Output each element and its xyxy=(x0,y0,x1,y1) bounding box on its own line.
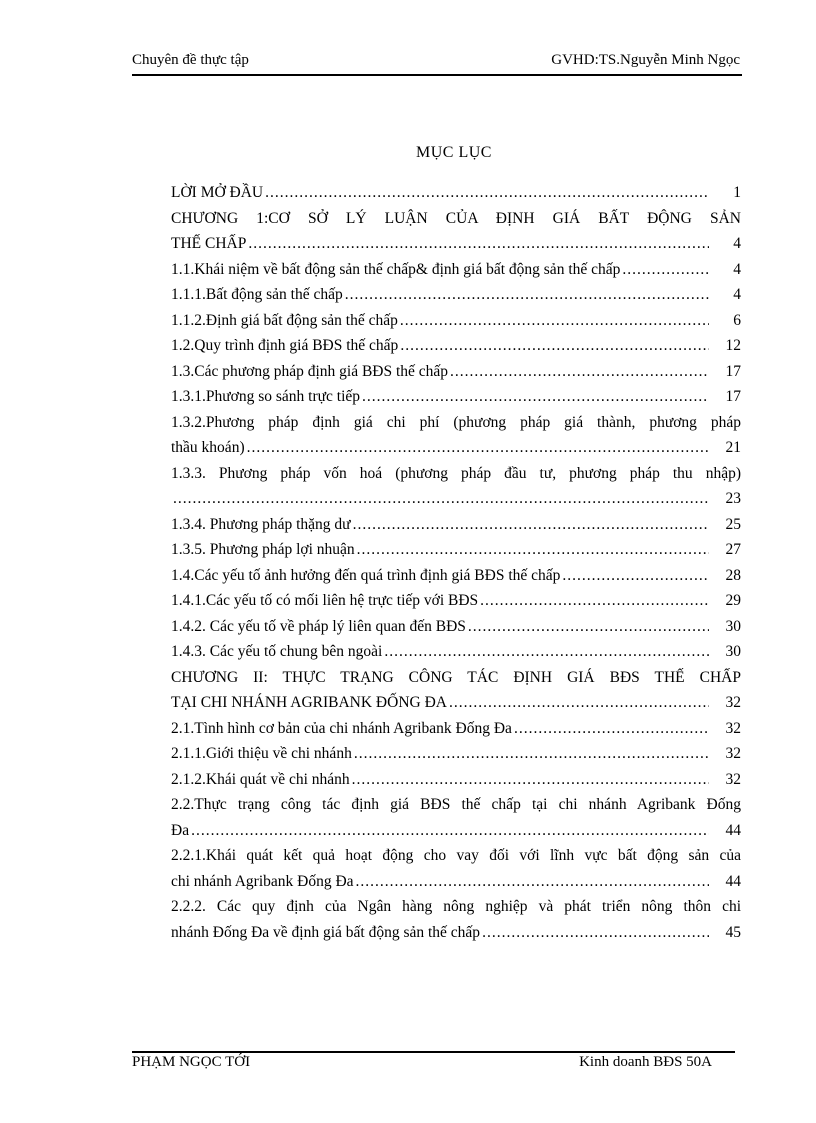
toc-dot-leader xyxy=(247,435,709,461)
toc-entry-line xyxy=(171,282,741,308)
toc-page-number: 4 xyxy=(733,260,741,278)
toc-dot-leader xyxy=(173,486,709,512)
toc-page-number: 12 xyxy=(725,337,741,354)
toc-entry-text-line: 1.3.3. Phương pháp vốn hoá (phương pháp đầu tư, phương pháp thu nhập) xyxy=(171,464,741,482)
toc-page-number: 44 xyxy=(725,872,741,890)
toc-entry xyxy=(171,308,741,334)
toc-dot-leader xyxy=(353,512,709,538)
toc-entry-title: TẠI CHI NHÁNH AGRIBANK ĐỐNG ĐA xyxy=(171,694,447,711)
toc-entry-line xyxy=(171,767,741,793)
toc-page-number: 4 xyxy=(733,235,741,252)
toc-entry xyxy=(171,461,741,512)
header-course-title: Chuyên đề thực tập xyxy=(132,52,249,68)
toc-page-number: 30 xyxy=(725,617,741,635)
toc-dot-leader xyxy=(449,690,709,716)
toc-entry xyxy=(171,665,741,716)
toc-entry-line xyxy=(171,690,741,716)
header-divider xyxy=(132,74,742,76)
toc-dot-leader xyxy=(357,537,709,563)
page-header xyxy=(132,52,740,69)
toc-entry-text-line: CHƯƠNG II: THỰC TRẠNG CÔNG TÁC ĐỊNH GIÁ BĐS THẾ CHẤP xyxy=(171,668,741,686)
toc-entry xyxy=(171,894,741,945)
toc-entry-line xyxy=(171,741,741,767)
toc-dot-leader xyxy=(352,767,709,793)
toc-page-number: 32 xyxy=(725,719,741,737)
toc-entry-line xyxy=(171,486,741,512)
toc-entry-line xyxy=(171,257,741,283)
toc-dot-leader xyxy=(514,716,709,742)
toc-entry-line xyxy=(171,359,741,385)
toc-page-number: 30 xyxy=(725,643,741,660)
toc-entry-title: 1.1.1.Bất động sản thế chấp xyxy=(171,286,343,303)
toc-dot-leader xyxy=(191,818,709,844)
toc-entry-line xyxy=(171,435,741,461)
toc-dot-leader xyxy=(400,308,709,334)
toc-entry-title: 1.3.5. Phương pháp lợi nhuận xyxy=(171,541,355,558)
toc-entry xyxy=(171,333,741,359)
toc-entry-line xyxy=(171,333,741,359)
toc-entry-title: LỜI MỞ ĐẦU xyxy=(171,184,264,201)
toc-page-number: 25 xyxy=(725,515,741,533)
toc-entry-title: nhánh Đống Đa về định giá bất động sản thế chấp xyxy=(171,923,481,941)
toc-dot-leader xyxy=(265,180,709,206)
toc-entry-title: 1.3.4. Phương pháp thặng dư xyxy=(171,515,351,533)
toc-entry-text-line: 1.3.2.Phương pháp định giá chi phí (phương pháp giá thành, phương pháp xyxy=(171,413,741,431)
toc-entry xyxy=(171,512,741,538)
header-supervisor: GVHD:TS.Nguyễn Minh Ngọc xyxy=(551,52,740,68)
toc-title: MỤC LỤC xyxy=(416,144,492,161)
toc-entry-title: 1.1.2.Định giá bất động sản thế chấp xyxy=(171,311,398,329)
toc-entry-title: 1.3.1.Phương so sánh trực tiếp xyxy=(171,388,361,405)
toc-page-number: 44 xyxy=(725,821,741,839)
page-footer xyxy=(132,1054,712,1071)
toc-page-number: 1 xyxy=(733,184,741,201)
toc-entry-line xyxy=(171,639,741,665)
toc-dot-leader xyxy=(622,257,709,283)
footer-author: PHẠM NGỌC TỚI xyxy=(132,1054,251,1070)
toc-entry-text-line: 2.2.Thực trạng công tác định giá BĐS thế chấp tại chi nhánh Agribank Đống xyxy=(171,796,741,813)
toc-dot-leader xyxy=(562,563,709,589)
toc-entry-title: 1.4.3. Các yếu tố chung bên ngoài xyxy=(171,643,383,660)
toc-entry-title: THẾ CHẤP xyxy=(171,235,247,252)
toc-page-number: 27 xyxy=(725,541,741,558)
toc-entry-title: 1.4.1.Các yếu tố có mối liên hệ trực tiếp với BĐS xyxy=(171,592,479,609)
toc-page-number: 29 xyxy=(725,592,741,609)
toc-entry xyxy=(171,563,741,589)
toc-page-number: 17 xyxy=(725,362,741,380)
toc-page-number: 32 xyxy=(725,770,741,788)
toc-entry-line xyxy=(171,231,741,257)
toc-entry-title: 1.4.2. Các yếu tố về pháp lý liên quan đến BĐS xyxy=(171,617,466,635)
toc-entry xyxy=(171,359,741,385)
toc-dot-leader xyxy=(400,333,709,359)
toc-entry xyxy=(171,180,741,206)
toc-dot-leader xyxy=(450,359,709,385)
toc-entry-title: 1.4.Các yếu tố ảnh hưởng đến quá trình định giá BĐS thế chấp xyxy=(171,566,561,584)
toc-dot-leader xyxy=(248,231,709,257)
toc-entry xyxy=(171,843,741,894)
toc-dot-leader xyxy=(354,741,709,767)
toc-dot-leader xyxy=(362,384,709,410)
toc-entry-title: chi nhánh Agribank Đống Đa xyxy=(171,872,354,890)
toc-dot-leader xyxy=(480,588,709,614)
toc-page-number: 32 xyxy=(725,745,741,762)
toc-entry xyxy=(171,639,741,665)
toc-entry-line xyxy=(171,588,741,614)
toc-entry xyxy=(171,741,741,767)
toc-entry-line xyxy=(171,716,741,742)
toc-entry-text-line: CHƯƠNG 1:CƠ SỞ LÝ LUẬN CỦA ĐỊNH GIÁ BẤT ĐỘNG SẢN xyxy=(171,209,741,227)
toc-entry-title: Đa xyxy=(171,821,190,839)
toc-page-number: 17 xyxy=(725,388,741,405)
toc-page-number: 28 xyxy=(725,566,741,584)
toc-entry xyxy=(171,537,741,563)
toc-dot-leader xyxy=(384,639,709,665)
footer-class: Kinh doanh BĐS 50A xyxy=(579,1054,712,1070)
toc-dot-leader xyxy=(345,282,709,308)
toc-dot-leader xyxy=(482,920,709,946)
toc-entry-line xyxy=(171,512,741,538)
toc-entry-text-line: 2.2.2. Các quy định của Ngân hàng nông nghiệp và phát triển nông thôn chi xyxy=(171,898,741,915)
toc-entry xyxy=(171,384,741,410)
toc-entry-line xyxy=(171,563,741,589)
toc-entry-title: 1.1.Khái niệm về bất động sản thế chấp& định giá bất động sản thế chấp xyxy=(171,260,621,278)
toc-dot-leader xyxy=(468,614,709,640)
toc-entry-line xyxy=(171,308,741,334)
toc-entry-line xyxy=(171,180,741,206)
toc-entry-line xyxy=(171,384,741,410)
toc-page-number: 23 xyxy=(725,490,741,507)
toc-entry-line xyxy=(171,614,741,640)
toc-entry-line xyxy=(171,537,741,563)
toc-entry-title: 1.2.Quy trình định giá BĐS thế chấp xyxy=(171,337,399,354)
toc-entry xyxy=(171,282,741,308)
toc-entry-line xyxy=(171,920,741,946)
toc-page-number: 6 xyxy=(733,311,741,329)
toc-entry-title: 2.1.Tình hình cơ bản của chi nhánh Agribank Đống Đa xyxy=(171,719,512,737)
toc-page-number: 45 xyxy=(725,923,741,941)
toc-entry xyxy=(171,767,741,793)
toc-entry xyxy=(171,257,741,283)
footer-divider xyxy=(132,1051,735,1053)
table-of-contents xyxy=(171,180,741,945)
toc-entry-title: thầu khoán) xyxy=(171,439,245,456)
toc-page-number: 32 xyxy=(725,694,741,711)
toc-entry-text-line: 2.2.1.Khái quát kết quả hoạt động cho vay đối với lĩnh vực bất động sản của xyxy=(171,847,741,864)
toc-page-number: 4 xyxy=(733,286,741,303)
toc-dot-leader xyxy=(356,869,709,895)
toc-entry xyxy=(171,792,741,843)
toc-entry xyxy=(171,588,741,614)
toc-entry xyxy=(171,716,741,742)
toc-entry xyxy=(171,410,741,461)
toc-entry-title: 1.3.Các phương pháp định giá BĐS thế chấp xyxy=(171,362,449,380)
toc-entry xyxy=(171,614,741,640)
toc-entry xyxy=(171,206,741,257)
toc-page-number: 21 xyxy=(725,439,741,456)
toc-entry-title: 2.1.2.Khái quát về chi nhánh xyxy=(171,770,350,788)
toc-entry-line xyxy=(171,869,741,895)
toc-entry-title: 2.1.1.Giới thiệu về chi nhánh xyxy=(171,745,352,762)
toc-entry-line xyxy=(171,818,741,844)
